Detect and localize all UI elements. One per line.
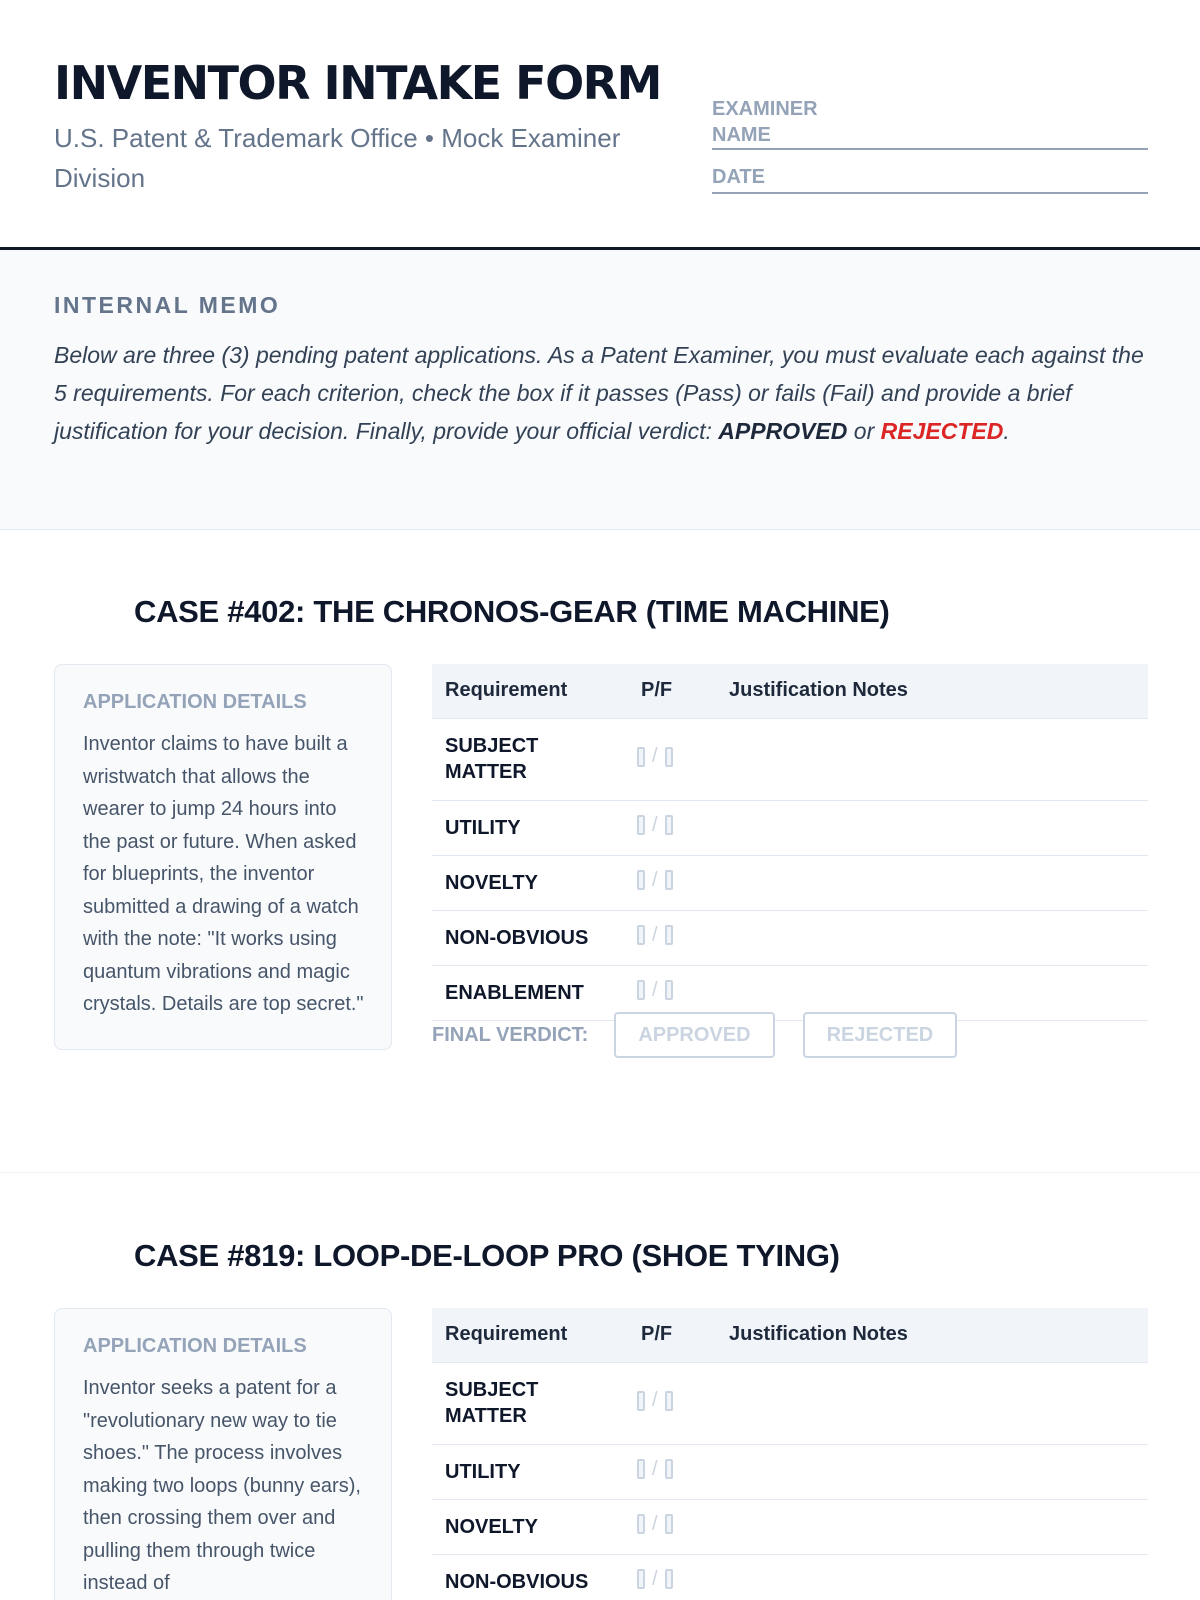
application-details <box>54 1308 392 1600</box>
details-text: Inventor claims to have built a wristwatch that allows the wearer to jump 24 hours into the past or future. When asked for blueprints, the inventor submitted a drawing of a watch with the note: "It works using quantum vibrations and magic crystals. Details are top secret." <box>83 733 364 1015</box>
fail-checkbox[interactable] <box>665 1514 673 1534</box>
pf-toggle <box>637 979 673 1002</box>
pass-checkbox[interactable] <box>637 925 645 945</box>
justification-notes[interactable] <box>729 1499 1148 1554</box>
pf-cell <box>641 800 729 855</box>
requirement-name: NON-OBVIOUS <box>432 910 641 965</box>
header-requirement: Requirement <box>432 1308 641 1362</box>
table-row <box>432 1444 1148 1499</box>
header-notes: Justification Notes <box>729 1308 1148 1362</box>
pass-checkbox[interactable] <box>637 1569 645 1589</box>
justification-notes[interactable] <box>729 1362 1148 1444</box>
pf-separator: / <box>652 868 658 891</box>
pf-separator: / <box>652 1512 658 1535</box>
justification-notes[interactable] <box>729 800 1148 855</box>
pass-checkbox[interactable] <box>637 1514 645 1534</box>
examiner-name-field[interactable]: EXAMINER NAME <box>712 98 818 146</box>
pf-cell <box>641 1499 729 1554</box>
justification-notes[interactable] <box>729 1554 1148 1600</box>
details-label: APPLICATION DETAILS <box>83 1335 307 1357</box>
header-pf: P/F <box>641 664 729 718</box>
case-title: CASE #402: THE CHRONOS-GEAR (TIME MACHINE) <box>134 594 890 629</box>
table-row <box>432 800 1148 855</box>
pass-checkbox[interactable] <box>637 815 645 835</box>
memo-approved: APPROVED <box>718 418 848 444</box>
requirement-name: UTILITY <box>432 1444 641 1499</box>
approved-button[interactable]: APPROVED <box>614 1012 774 1058</box>
pf-cell <box>641 910 729 965</box>
case-title: CASE #819: LOOP-DE-LOOP PRO (SHOE TYING) <box>134 1238 840 1273</box>
case-divider <box>0 1172 1200 1173</box>
pf-separator: / <box>652 1389 658 1412</box>
memo-rejected: REJECTED <box>880 418 1004 444</box>
pf-toggle <box>637 745 673 768</box>
details-text: Inventor seeks a patent for a "revolutionary new way to tie shoes." The process involves making two loops (bunny ears), then crossing them over and pulling them through twice instead of <box>83 1377 361 1594</box>
justification-notes[interactable] <box>729 910 1148 965</box>
pf-cell <box>641 1554 729 1600</box>
pf-toggle <box>637 1568 673 1591</box>
internal-memo <box>0 250 1200 530</box>
requirement-name: NON-OBVIOUS <box>432 1554 641 1600</box>
fail-checkbox[interactable] <box>665 1459 673 1479</box>
pass-checkbox[interactable] <box>637 747 645 767</box>
pf-separator: / <box>652 978 658 1001</box>
header-notes: Justification Notes <box>729 664 1148 718</box>
requirement-name <box>432 1362 641 1444</box>
pf-toggle <box>637 869 673 892</box>
memo-text <box>54 336 1154 450</box>
fail-checkbox[interactable] <box>665 1391 673 1411</box>
requirement-name: NOVELTY <box>432 855 641 910</box>
justification-notes[interactable] <box>729 718 1148 800</box>
final-verdict <box>432 1012 985 1058</box>
header-requirement: Requirement <box>432 664 641 718</box>
pass-checkbox[interactable] <box>637 870 645 890</box>
pass-checkbox[interactable] <box>637 1391 645 1411</box>
date-field[interactable]: DATE <box>712 164 1148 194</box>
fail-checkbox[interactable] <box>665 980 673 1000</box>
pf-toggle <box>637 1513 673 1536</box>
rejected-button[interactable]: REJECTED <box>803 1012 958 1058</box>
pf-cell <box>641 1362 729 1444</box>
requirements-table <box>432 664 1148 1021</box>
examiner-block <box>712 96 1148 194</box>
form-title: INVENTOR INTAKE FORM <box>54 56 661 110</box>
pass-checkbox[interactable] <box>637 1459 645 1479</box>
pf-cell <box>641 718 729 800</box>
fail-checkbox[interactable] <box>665 747 673 767</box>
verdict-label: FINAL VERDICT: <box>432 1023 589 1046</box>
requirement-name: ENABLEMENT <box>432 965 641 1020</box>
table-header-row <box>432 1308 1148 1362</box>
memo-body: Below are three (3) pending patent applications. As a Patent Examiner, you must evaluate each against the 5 requirements. For each criterion, check the box if it passes (Pass) or fails (Fail) and provide a brief justification for your decision. Finally, provide your official verdict: <box>54 342 1144 444</box>
header-pf: P/F <box>641 1308 729 1362</box>
memo-label: INTERNAL MEMO <box>54 292 281 318</box>
memo-or: or <box>847 418 881 444</box>
pf-cell <box>641 1444 729 1499</box>
justification-notes[interactable] <box>729 1444 1148 1499</box>
pf-toggle <box>637 924 673 947</box>
pf-toggle <box>637 1458 673 1481</box>
pf-separator: / <box>652 1567 658 1590</box>
requirement-name: UTILITY <box>432 800 641 855</box>
fail-checkbox[interactable] <box>665 870 673 890</box>
pf-separator: / <box>652 745 658 768</box>
requirement-name: NOVELTY <box>432 1499 641 1554</box>
pf-toggle <box>637 1389 673 1412</box>
pf-toggle <box>637 814 673 837</box>
table-row <box>432 1499 1148 1554</box>
pf-separator: / <box>652 813 658 836</box>
table-header-row <box>432 664 1148 718</box>
requirement-label: SUBJECT MATTER <box>445 1379 539 1427</box>
fail-checkbox[interactable] <box>665 1569 673 1589</box>
justification-notes[interactable] <box>729 855 1148 910</box>
pf-separator: / <box>652 923 658 946</box>
fail-checkbox[interactable] <box>665 925 673 945</box>
table-row <box>432 1362 1148 1444</box>
pf-separator: / <box>652 1457 658 1480</box>
requirements-table <box>432 1308 1148 1600</box>
requirement-name <box>432 718 641 800</box>
examiner-name-line <box>712 148 1148 150</box>
requirement-label: SUBJECT MATTER <box>445 735 539 783</box>
pass-checkbox[interactable] <box>637 980 645 1000</box>
details-label: APPLICATION DETAILS <box>83 691 307 713</box>
form-header <box>0 0 1200 250</box>
table-row <box>432 1554 1148 1600</box>
application-details <box>54 664 392 1050</box>
pf-cell <box>641 855 729 910</box>
table-row <box>432 910 1148 965</box>
memo-period: . <box>1003 418 1010 444</box>
fail-checkbox[interactable] <box>665 815 673 835</box>
form-subtitle: U.S. Patent & Trademark Office • Mock Examiner Division <box>54 123 621 193</box>
table-row <box>432 855 1148 910</box>
table-row <box>432 718 1148 800</box>
